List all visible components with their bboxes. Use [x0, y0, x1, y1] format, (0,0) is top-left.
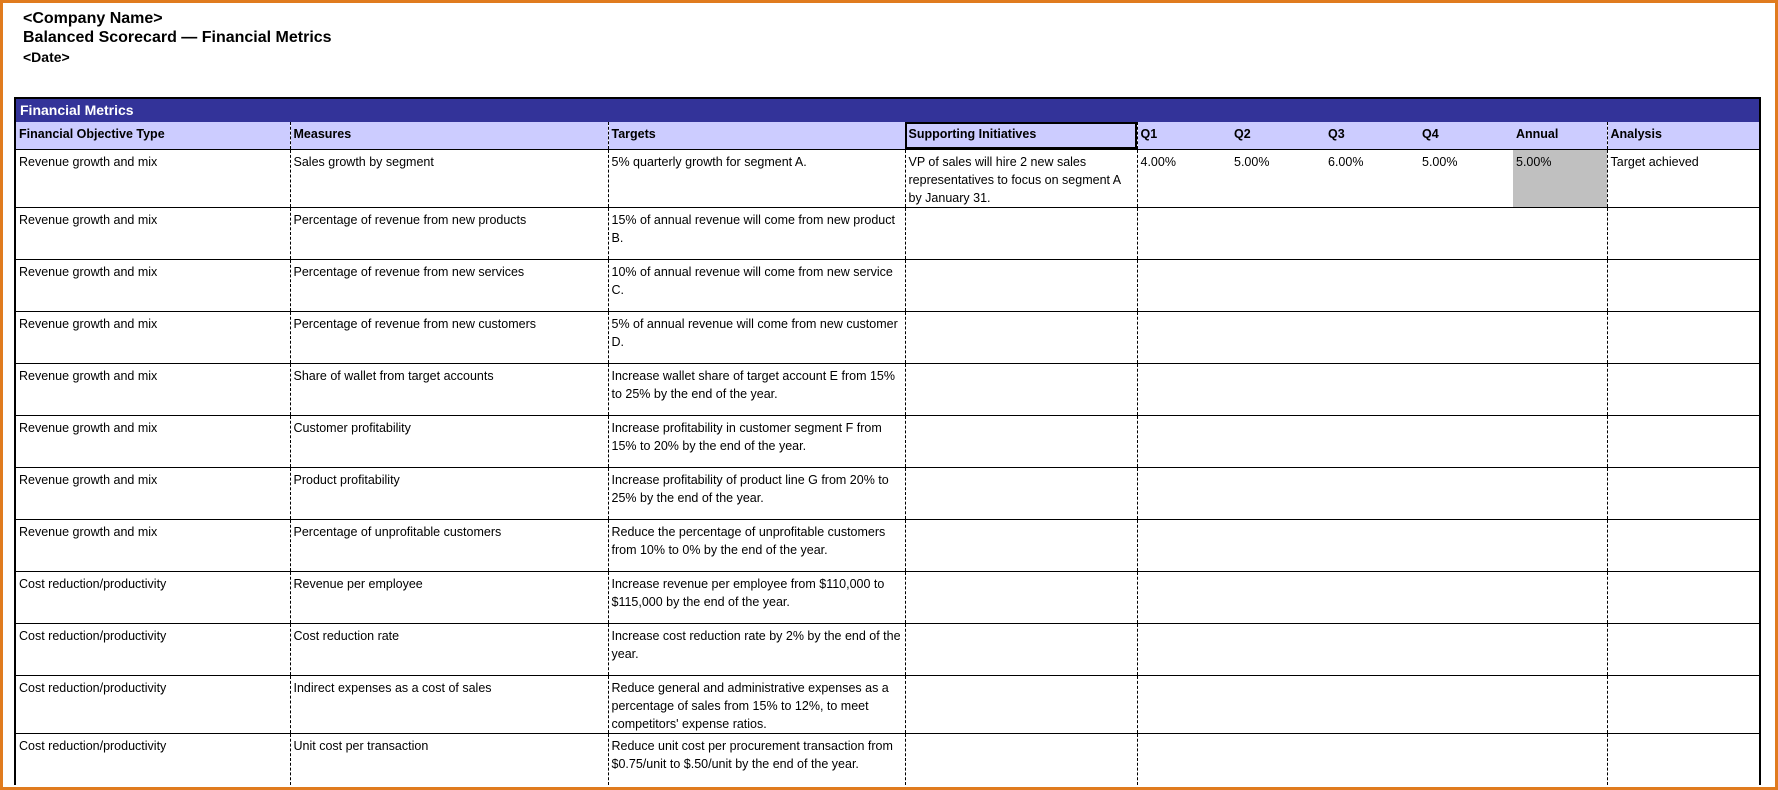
cell-annual[interactable]	[1513, 259, 1607, 311]
cell-objective-type[interactable]: Revenue growth and mix	[16, 415, 290, 467]
table-row	[16, 623, 1759, 675]
cell-objective-type[interactable]: Cost reduction/productivity	[16, 733, 290, 785]
table-row	[16, 311, 1759, 363]
cell-annual[interactable]	[1513, 363, 1607, 415]
cell-q2[interactable]	[1231, 311, 1325, 363]
cell-q1[interactable]	[1137, 519, 1231, 571]
cell-q4[interactable]	[1419, 311, 1513, 363]
cell-analysis[interactable]: Target achieved	[1607, 149, 1759, 207]
cell-target[interactable]: Reduce the percentage of unprofitable customers from 10% to 0% by the end of the year.	[608, 519, 905, 571]
cell-q2[interactable]: 5.00%	[1231, 149, 1325, 207]
cell-measure[interactable]: Cost reduction rate	[290, 623, 608, 675]
cell-analysis[interactable]	[1607, 259, 1759, 311]
cell-q4[interactable]	[1419, 415, 1513, 467]
cell-annual[interactable]	[1513, 207, 1607, 259]
cell-target[interactable]: Increase revenue per employee from $110,000 to $115,000 by the end of the year.	[608, 571, 905, 623]
cell-target[interactable]: 5% quarterly growth for segment A.	[608, 149, 905, 207]
cell-supporting-initiative[interactable]	[905, 363, 1137, 415]
cell-q3[interactable]	[1325, 415, 1419, 467]
cell-q4[interactable]	[1419, 259, 1513, 311]
cell-annual[interactable]	[1513, 623, 1607, 675]
col-header-q4[interactable]: Q4	[1419, 122, 1513, 149]
cell-analysis[interactable]	[1607, 207, 1759, 259]
col-header-q2[interactable]: Q2	[1231, 122, 1325, 149]
table-row	[16, 207, 1759, 259]
table-row	[16, 467, 1759, 519]
cell-q3[interactable]	[1325, 519, 1419, 571]
cell-analysis[interactable]	[1607, 623, 1759, 675]
cell-q3[interactable]	[1325, 675, 1419, 733]
cell-q2[interactable]	[1231, 363, 1325, 415]
table-row	[16, 415, 1759, 467]
cell-objective-type[interactable]: Revenue growth and mix	[16, 311, 290, 363]
cell-q3[interactable]	[1325, 733, 1419, 785]
cell-q2[interactable]	[1231, 623, 1325, 675]
cell-objective-type[interactable]: Revenue growth and mix	[16, 363, 290, 415]
cell-objective-type[interactable]: Cost reduction/productivity	[16, 623, 290, 675]
cell-q1[interactable]	[1137, 467, 1231, 519]
cell-analysis[interactable]	[1607, 733, 1759, 785]
cell-supporting-initiative[interactable]	[905, 675, 1137, 733]
cell-q4[interactable]: 5.00%	[1419, 149, 1513, 207]
cell-supporting-initiative[interactable]: VP of sales will hire 2 new sales representatives to focus on segment A by January 31.	[905, 149, 1137, 207]
col-header-supporting-initiatives[interactable]: Supporting Initiatives	[905, 122, 1137, 149]
cell-q1[interactable]	[1137, 259, 1231, 311]
cell-target[interactable]: Reduce general and administrative expenses as a percentage of sales from 15% to 12%, to meet competitors' expense ratios.	[608, 675, 905, 733]
cell-q4[interactable]	[1419, 623, 1513, 675]
cell-objective-type[interactable]: Revenue growth and mix	[16, 149, 290, 207]
cell-q3[interactable]	[1325, 259, 1419, 311]
cell-measure[interactable]: Customer profitability	[290, 415, 608, 467]
cell-q2[interactable]	[1231, 467, 1325, 519]
cell-target[interactable]: 15% of annual revenue will come from new product B.	[608, 207, 905, 259]
cell-annual[interactable]	[1513, 467, 1607, 519]
cell-q1[interactable]	[1137, 623, 1231, 675]
cell-q2[interactable]	[1231, 259, 1325, 311]
cell-annual[interactable]: 5.00%	[1513, 149, 1607, 207]
cell-measure[interactable]: Percentage of revenue from new customers	[290, 311, 608, 363]
cell-q3[interactable]	[1325, 207, 1419, 259]
cell-q2[interactable]	[1231, 675, 1325, 733]
col-header-measures[interactable]: Measures	[290, 122, 608, 149]
table-row	[16, 259, 1759, 311]
cell-q3[interactable]	[1325, 571, 1419, 623]
column-header-row	[16, 122, 1759, 149]
cell-objective-type[interactable]: Revenue growth and mix	[16, 259, 290, 311]
cell-supporting-initiative[interactable]	[905, 207, 1137, 259]
cell-q4[interactable]	[1419, 675, 1513, 733]
cell-analysis[interactable]	[1607, 415, 1759, 467]
cell-supporting-initiative[interactable]	[905, 467, 1137, 519]
cell-measure[interactable]: Revenue per employee	[290, 571, 608, 623]
cell-target[interactable]: Increase cost reduction rate by 2% by the end of the year.	[608, 623, 905, 675]
cell-target[interactable]: 10% of annual revenue will come from new service C.	[608, 259, 905, 311]
cell-q4[interactable]	[1419, 363, 1513, 415]
cell-q2[interactable]	[1231, 571, 1325, 623]
cell-annual[interactable]	[1513, 675, 1607, 733]
cell-q2[interactable]	[1231, 207, 1325, 259]
cell-measure[interactable]: Unit cost per transaction	[290, 733, 608, 785]
cell-supporting-initiative[interactable]	[905, 415, 1137, 467]
cell-measure[interactable]: Share of wallet from target accounts	[290, 363, 608, 415]
cell-q1[interactable]	[1137, 675, 1231, 733]
col-header-q1[interactable]: Q1	[1137, 122, 1231, 149]
cell-target[interactable]: Increase profitability of product line G from 20% to 25% by the end of the year.	[608, 467, 905, 519]
cell-objective-type[interactable]: Revenue growth and mix	[16, 467, 290, 519]
cell-target[interactable]: Increase wallet share of target account E from 15% to 25% by the end of the year.	[608, 363, 905, 415]
section-title[interactable]: Financial Metrics	[16, 99, 1759, 122]
cell-target[interactable]: 5% of annual revenue will come from new customer D.	[608, 311, 905, 363]
cell-target[interactable]: Increase profitability in customer segment F from 15% to 20% by the end of the year.	[608, 415, 905, 467]
page-header	[23, 9, 332, 66]
cell-q3[interactable]: 6.00%	[1325, 149, 1419, 207]
col-header-analysis[interactable]: Analysis	[1607, 122, 1759, 149]
cell-annual[interactable]	[1513, 519, 1607, 571]
cell-measure[interactable]: Sales growth by segment	[290, 149, 608, 207]
cell-q3[interactable]	[1325, 467, 1419, 519]
table-row	[16, 733, 1759, 785]
cell-objective-type[interactable]: Revenue growth and mix	[16, 519, 290, 571]
cell-q1[interactable]	[1137, 571, 1231, 623]
table-row	[16, 571, 1759, 623]
cell-q1[interactable]	[1137, 311, 1231, 363]
cell-q1[interactable]	[1137, 207, 1231, 259]
cell-measure[interactable]: Product profitability	[290, 467, 608, 519]
cell-q1[interactable]	[1137, 733, 1231, 785]
cell-measure[interactable]: Percentage of revenue from new products	[290, 207, 608, 259]
col-header-objective-type[interactable]: Financial Objective Type	[16, 122, 290, 149]
cell-q4[interactable]	[1419, 571, 1513, 623]
table-row	[16, 363, 1759, 415]
cell-analysis[interactable]	[1607, 363, 1759, 415]
cell-objective-type[interactable]: Cost reduction/productivity	[16, 675, 290, 733]
cell-supporting-initiative[interactable]	[905, 623, 1137, 675]
cell-q2[interactable]	[1231, 733, 1325, 785]
cell-analysis[interactable]	[1607, 467, 1759, 519]
cell-supporting-initiative[interactable]	[905, 259, 1137, 311]
cell-measure[interactable]: Percentage of revenue from new services	[290, 259, 608, 311]
report-date[interactable]: <Date>	[23, 49, 70, 65]
cell-annual[interactable]	[1513, 415, 1607, 467]
cell-q2[interactable]	[1231, 519, 1325, 571]
cell-supporting-initiative[interactable]	[905, 571, 1137, 623]
cell-q4[interactable]	[1419, 467, 1513, 519]
cell-q1[interactable]: 4.00%	[1137, 149, 1231, 207]
cell-annual[interactable]	[1513, 733, 1607, 785]
cell-objective-type[interactable]: Revenue growth and mix	[16, 207, 290, 259]
cell-supporting-initiative[interactable]	[905, 311, 1137, 363]
cell-annual[interactable]	[1513, 311, 1607, 363]
col-header-annual[interactable]: Annual	[1513, 122, 1607, 149]
cell-annual[interactable]	[1513, 571, 1607, 623]
cell-measure[interactable]: Indirect expenses as a cost of sales	[290, 675, 608, 733]
spreadsheet-grid	[14, 97, 1761, 785]
cell-target[interactable]: Reduce unit cost per procurement transaction from $0.75/unit to $.50/unit by the end of the year.	[608, 733, 905, 785]
cell-q4[interactable]	[1419, 519, 1513, 571]
cell-q4[interactable]	[1419, 733, 1513, 785]
cell-q2[interactable]	[1231, 415, 1325, 467]
page-title[interactable]: Balanced Scorecard — Financial Metrics	[23, 29, 332, 46]
cell-q3[interactable]	[1325, 311, 1419, 363]
cell-analysis[interactable]	[1607, 675, 1759, 733]
col-header-q3[interactable]: Q3	[1325, 122, 1419, 149]
table-row	[16, 519, 1759, 571]
cell-measure[interactable]: Percentage of unprofitable customers	[290, 519, 608, 571]
table-row	[16, 149, 1759, 207]
cell-analysis[interactable]	[1607, 311, 1759, 363]
table-row	[16, 675, 1759, 733]
company-name[interactable]: <Company Name>	[23, 10, 163, 27]
cell-q3[interactable]	[1325, 623, 1419, 675]
cell-supporting-initiative[interactable]	[905, 733, 1137, 785]
col-header-targets[interactable]: Targets	[608, 122, 905, 149]
cell-q4[interactable]	[1419, 207, 1513, 259]
metrics-table	[16, 122, 1759, 785]
cell-analysis[interactable]	[1607, 519, 1759, 571]
cell-q1[interactable]	[1137, 415, 1231, 467]
cell-q3[interactable]	[1325, 363, 1419, 415]
cell-q1[interactable]	[1137, 363, 1231, 415]
cell-objective-type[interactable]: Cost reduction/productivity	[16, 571, 290, 623]
cell-supporting-initiative[interactable]	[905, 519, 1137, 571]
cell-analysis[interactable]	[1607, 571, 1759, 623]
